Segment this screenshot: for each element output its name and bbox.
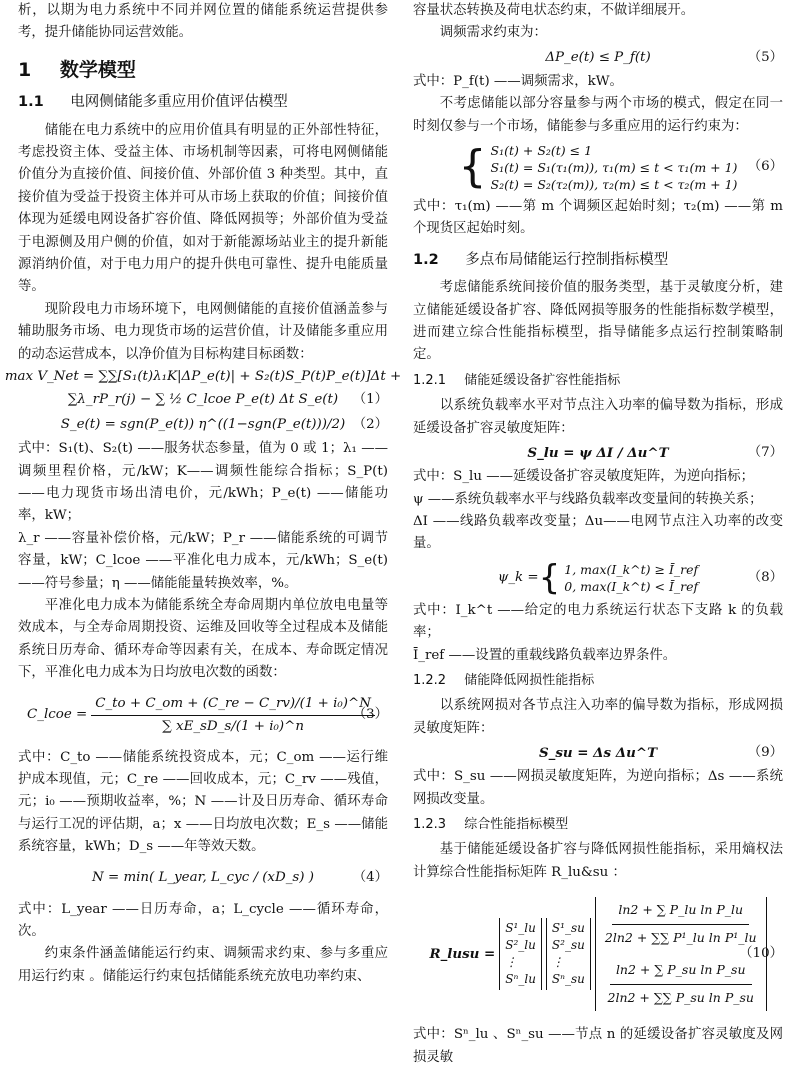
equation-4 bbox=[18, 859, 388, 899]
paragraph-freq-constraint: 调频需求约束为： bbox=[439, 25, 547, 41]
subsubsection-number: 1.2.1 bbox=[413, 372, 447, 388]
matrix-column-su bbox=[546, 918, 591, 990]
equation-line: 1, max(I_k^t) ≥ Ī_ref bbox=[564, 561, 699, 577]
definitions-eq1-part2: λ_r ——容量补偿价格，元/kW；P_r ——储能系统的可调节容量，kW；C_lcoe ——平准化电力成本，元/kWh；S_e(t) ——符号参量；η ——储能能量转换效率，%。 bbox=[18, 530, 388, 591]
equation-number: （2） bbox=[352, 416, 388, 432]
paragraph-lcoe: 平准化电力成本为储能系统全寿命周期内单位放电电量等效成本，与全寿命周期投资、运维及回收等全过程成本及储能系统日历寿命、循环寿命等因素有关，在成本、寿命既定情况下，平准化电力成本为日均放电次数的函数： bbox=[18, 597, 388, 681]
paragraph-multi-application: 不考虑储能以部分容量参与两个市场的模式，假定在同一时刻仅参与一个市场，储能参与多重应用的运行约束为： bbox=[413, 96, 783, 134]
equation-text: S_e(t) = sgn(P_e(t)) η^((1−sgn(P_e(t)))/2) bbox=[60, 416, 346, 432]
definitions-eq8-b: Ī_ref ——设置的重载线路负载率边界条件。 bbox=[413, 647, 677, 663]
definitions-eq9: 式中：S_su ——网损灵敏度矩阵，为逆向指标；Δs ——系统网损改变量。 bbox=[413, 769, 783, 807]
paragraph-expansion-index: 以系统负载率水平对节点注入功率的偏导数为指标，形成延缓设备扩容灵敏度矩阵： bbox=[413, 398, 783, 436]
paragraph-value-types: 储能在电力系统中的应用价值具有明显的正外部性特征，考虑投资主体、受益主体、市场机制等因素，可将电网侧储能价值分为直接价值、间接价值、外部价值 3 种类型。其中，直接价值为受益于投资主体并可从市场上获取的价值；间接价值体现为延缓电网设备扩容价值、降低网损等；外部价值为受益于电源侧及用户侧的价值，如对于新能源场站业主的提升新能源消纳价值，对于电力用户的提升供电可靠性、提升电能质量等。 bbox=[18, 122, 388, 295]
equation-cases bbox=[564, 561, 698, 595]
definitions-eq7-b: ψ ——系统负载率水平与线路负载率改变量间的转换关系； bbox=[413, 491, 763, 507]
matrix-cell: ⋮ bbox=[505, 955, 518, 970]
equation-text: max V_Net = ∑∑[S₁(t)λ₁K|ΔP_e(t)| + S₂(t)S_P(t)P_e(t)]Δt + bbox=[4, 368, 402, 384]
intro-paragraph: 析，以期为电力系统中不同并网位置的储能系统运营提供参考，提升储能协同运营效能。 bbox=[18, 3, 388, 41]
matrix-cell: S²_su bbox=[551, 938, 585, 953]
subsection-title: 多点布局储能运行控制指标模型 bbox=[465, 251, 669, 268]
equation-lhs: R_lusu = bbox=[429, 945, 496, 962]
subsection-number: 1.1 bbox=[18, 94, 44, 111]
equation-number: （3） bbox=[352, 707, 388, 723]
equation-number: （1） bbox=[352, 391, 388, 407]
paragraph-index-model: 考虑储能系统间接价值的服务类型，基于灵敏度分析，建立储能延缓设备扩容、降低网损等服务的性能指标数学模型，进而建立综合性能指标模型，指导储能多点运行控制策略制定。 bbox=[413, 280, 783, 363]
fraction-denominator: 2ln2 + ∑∑ P_su ln P_su bbox=[607, 989, 754, 1005]
fraction-numerator: ln2 + ∑ P_lu ln P_lu bbox=[612, 897, 749, 924]
equation-5 bbox=[413, 45, 783, 71]
equation-8 bbox=[413, 556, 783, 600]
equation-text: S_su = Δs Δu^T bbox=[538, 744, 658, 761]
equation-3 bbox=[18, 685, 388, 747]
subsubsection-heading-1-2-2 bbox=[413, 670, 783, 692]
paragraph-objective: 现阶段电力市场环境下，电网侧储能的直接价值涵盖参与辅助服务市场、电力现货市场的运营价值，计及储能多重应用的动态运营成本，以净价值为目标构建目标函数： bbox=[18, 301, 388, 362]
left-brace: { bbox=[458, 141, 487, 193]
definitions-eq3: 式中：C_to ——储能系统投资成本，元；C_om ——运行维护成本现值，元；C_re ——回收成本，元；C_rv ——残值，元；i₀ ——预期收益率，%；N ——计及日历寿命、循环寿命与运行工况的评估期，a；x ——日均放电次数；E_s ——储能系统容量，kWh；D_s ——年等效天数。 bbox=[18, 749, 388, 855]
equation-number: （4） bbox=[352, 870, 388, 886]
subsubsection-title: 综合性能指标模型 bbox=[464, 816, 569, 832]
section-number: 1 bbox=[18, 58, 32, 81]
fraction-denominator: ∑ xE_sD_s/(1 + i₀)^n bbox=[162, 719, 304, 735]
paragraph-constraint-cont: 容量状态转换及荷电状态约束，不做详细展开。 bbox=[413, 3, 695, 18]
paragraph-loss-index: 以系统网损对各节点注入功率的偏导数为指标，形成网损灵敏度矩阵： bbox=[413, 698, 783, 736]
definitions-eq8-a: 式中：I_k^t ——给定的电力系统运行状态下支路 k 的负载率； bbox=[413, 602, 783, 641]
weight-fraction-lu bbox=[599, 897, 763, 951]
subsection-heading-1-1 bbox=[18, 91, 388, 113]
equation-line: S₂(t) = S₂(τ₂(m)), τ₂(m) ≤ t < τ₂(m + 1) bbox=[490, 176, 738, 192]
definitions-eq7-a: 式中：S_lu ——延缓设备扩容灵敏度矩阵，为逆向指标； bbox=[413, 469, 755, 485]
equation-6 bbox=[413, 138, 783, 196]
equation-2 bbox=[18, 412, 388, 438]
subsection-heading-1-2 bbox=[413, 249, 783, 271]
section-title: 数学模型 bbox=[59, 58, 136, 81]
equation-1-line-1 bbox=[4, 366, 402, 388]
equation-text: N = min( L_year, L_cyc / (xD_s) ) bbox=[92, 870, 314, 886]
definitions-eq7-c: ΔI ——线路负载率改变量；Δu——电网节点注入功率的改变量。 bbox=[413, 513, 783, 552]
equation-1-line-2 bbox=[18, 388, 388, 412]
subsubsection-title: 储能延缓设备扩容性能指标 bbox=[464, 372, 621, 388]
matrix-cell: S¹_su bbox=[551, 921, 585, 936]
equation-fraction bbox=[91, 693, 375, 739]
definitions-eq10: 式中：Sⁿ_lu 、Sⁿ_su ——节点 n 的延缓设备扩容灵敏度及网损灵敏 bbox=[413, 1027, 783, 1065]
subsection-title: 电网侧储能多重应用价值评估模型 bbox=[70, 94, 288, 111]
equation-number: （6） bbox=[747, 158, 783, 174]
left-brace: { bbox=[538, 557, 561, 598]
paragraph-composite-index: 基于储能延缓设备扩容与降低网损性能指标，采用熵权法计算综合性能指标矩阵 R_lu&su ： bbox=[413, 842, 783, 880]
equation-number: （5） bbox=[747, 49, 783, 65]
right-column bbox=[413, 0, 783, 1069]
definitions-eq5: 式中：P_f(t) ——调频需求，kW。 bbox=[413, 73, 623, 89]
definitions-eq6: 式中：τ₁(m) ——第 m 个调频区起始时刻；τ₂(m) ——第 m 个现货区起始时刻。 bbox=[413, 199, 783, 237]
equation-9 bbox=[413, 740, 783, 766]
equation-7 bbox=[413, 440, 783, 466]
equation-lhs: C_lcoe = bbox=[27, 707, 88, 723]
matrix-cell: S¹_lu bbox=[505, 921, 536, 936]
equation-system bbox=[491, 142, 738, 193]
fraction-numerator: ln2 + ∑ P_su ln P_su bbox=[610, 957, 752, 984]
fraction-denominator: 2ln2 + ∑∑ P¹_lu ln P¹_lu bbox=[604, 929, 757, 945]
equation-text: S_lu = ψ ΔI / Δu^T bbox=[527, 444, 669, 461]
subsubsection-heading-1-2-3 bbox=[413, 814, 783, 836]
matrix-cell: ⋮ bbox=[551, 955, 564, 970]
equation-line: S₁(t) + S₂(t) ≤ 1 bbox=[490, 142, 593, 158]
equation-lhs: ψ_k = bbox=[497, 569, 539, 585]
subsubsection-heading-1-2-1 bbox=[413, 370, 783, 392]
matrix-cell: Sⁿ_lu bbox=[505, 972, 536, 987]
left-column bbox=[4, 0, 402, 988]
matrix-sensitivity bbox=[499, 918, 595, 990]
subsubsection-title: 储能降低网损性能指标 bbox=[464, 672, 595, 688]
section-heading-1 bbox=[18, 59, 388, 81]
definitions-eq4: 式中：L_year ——日历寿命，a；L_cycle ——循环寿命，次。 bbox=[18, 901, 388, 939]
matrix-cell: Sⁿ_su bbox=[551, 972, 585, 987]
equation-number: （7） bbox=[747, 444, 783, 460]
paragraph-constraints: 约束条件涵盖储能运行约束、调频需求约束、参与多重应用运行约束 。储能运行约束包括储能系统充放电功率约束、 bbox=[18, 946, 388, 984]
equation-10 bbox=[413, 884, 783, 1024]
subsubsection-number: 1.2.3 bbox=[413, 816, 447, 832]
matrix-cell: S²_lu bbox=[505, 938, 536, 953]
equation-number: （9） bbox=[747, 744, 783, 760]
subsection-number: 1.2 bbox=[413, 251, 439, 268]
equation-line: 0, max(I_k^t) < Ī_ref bbox=[564, 578, 699, 594]
definitions-eq1-part1: 式中：S₁(t)、S₂(t) ——服务状态参量，值为 0 或 1；λ₁ ——调频里程价格，元/kW；K——调频性能综合指标；S_P(t) ——电力现货市场出清电价，元/kWh；P_e(t) ——储能功率，kW； bbox=[18, 441, 388, 524]
subsubsection-number: 1.2.2 bbox=[413, 672, 447, 688]
equation-line: S₁(t) = S₁(τ₁(m)), τ₁(m) ≤ t < τ₁(m + 1) bbox=[490, 159, 738, 175]
matrix-column-lu bbox=[499, 918, 542, 990]
equation-number: （10） bbox=[739, 945, 783, 961]
equation-text: ∑λ_rP_r(j) − ∑ ½ C_lcoe P_e(t) Δt S_e(t) bbox=[67, 391, 339, 407]
weight-fraction-su bbox=[599, 957, 763, 1011]
equation-number: （8） bbox=[747, 569, 783, 585]
fraction-numerator: C_to + C_om + (C_re − C_rv)/(1 + i₀)^N bbox=[91, 693, 375, 716]
equation-text: ΔP_e(t) ≤ P_f(t) bbox=[545, 49, 651, 65]
